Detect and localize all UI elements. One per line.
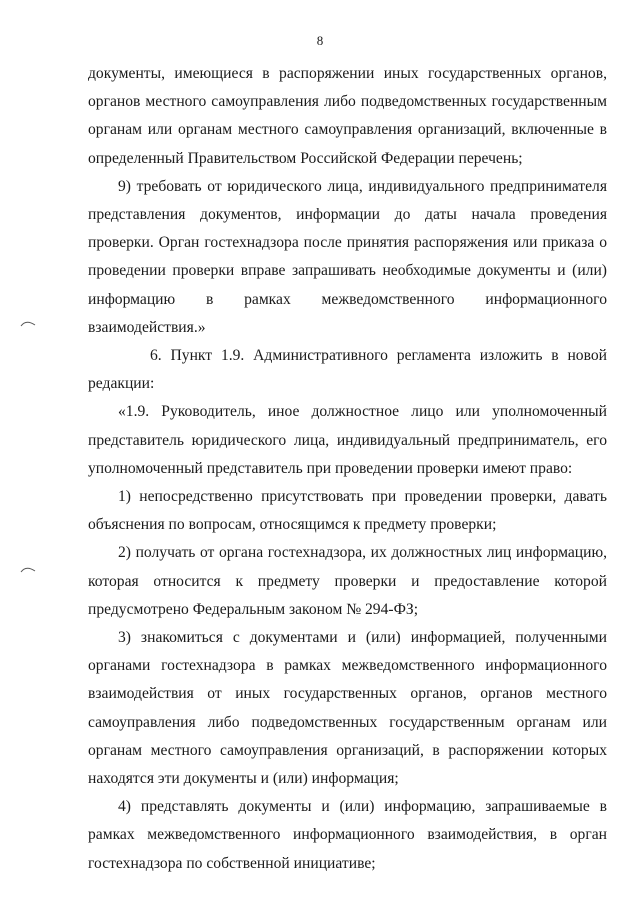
paragraph-item-4: 4) представлять документы и (или) информацию, запрашиваемые в рамках межведомственного информационного взаимодействия, в орган гостехнадзора по собственной инициативе; <box>88 798 607 872</box>
paragraph-item-2: 2) получать от органа гостехнадзора, их должностных лиц информацию, которая относится к предмету проверки и предоставление которой предусмотрено Федеральным законом № 294-ФЗ; <box>88 544 607 618</box>
margin-scan-mark <box>20 564 36 574</box>
document-body <box>88 60 607 878</box>
paragraph-item-3: 3) знакомиться с документами и (или) информацией, полученными органами гостехнадзора в рамках межведомственного информационного взаимодействия от иных государственных органов, органов местного самоуправления либо подведомственных государственным органам или органам местного самоуправления организаций, в распоряжении которых находятся эти документы и (или) информация; <box>88 629 607 788</box>
paragraph-point-6: 6. Пункт 1.9. Административного регламента изложить в новой редакции: <box>88 347 607 393</box>
paragraph-continuation: документы, имеющиеся в распоряжении иных государственных органов, органов местного самоуправления либо подведомственных государственным органам или органам местного самоуправления организаций, включенные в определенный Правительством Российской Федерации перечень; <box>88 65 607 167</box>
paragraph-item-1: 1) непосредственно присутствовать при проведении проверки, давать объяснения по вопросам, относящимся к предмету проверки; <box>88 488 607 534</box>
margin-scan-mark <box>20 318 36 328</box>
page-number: 8 <box>316 33 324 48</box>
paragraph-item-9: 9) требовать от юридического лица, индивидуального предпринимателя представления документов, информации до даты начала проведения проверки. Орган гостехнадзора после принятия распоряжения или приказа о проведении проверки вправе запрашивать необходимые документы и (или) информацию в рамках межведомственного информационного взаимодействия.» <box>88 177 607 336</box>
paragraph-clause-1-9: «1.9. Руководитель, иное должностное лицо или уполномоченный представитель юридического лица, индивидуальный предприниматель, его уполномоченный представитель при проведении проверки имеют право: <box>88 403 607 477</box>
